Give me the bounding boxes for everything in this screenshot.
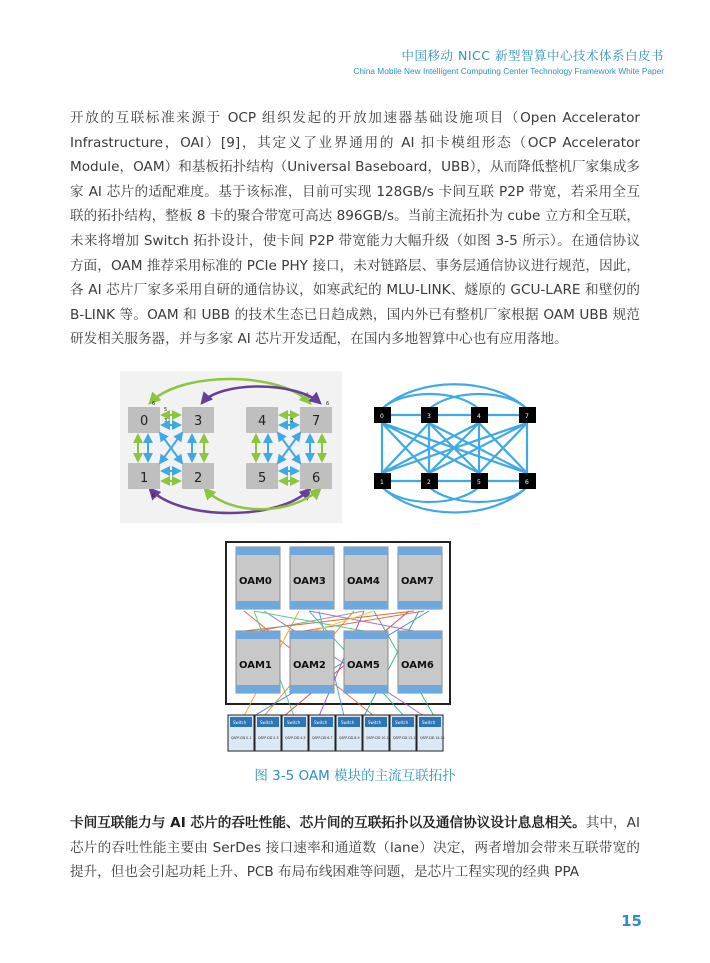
port-number: 5 [164, 407, 168, 413]
cube-node-label: 6 [312, 471, 321, 486]
cube-node-label: 7 [312, 414, 321, 429]
qsfp-label: QSFP-DD 14-15 [420, 736, 445, 740]
cube-node-label: 5 [258, 471, 267, 486]
switch-label: Switch [422, 720, 436, 725]
port-number: 6 [152, 401, 156, 407]
cube-node-label: 4 [258, 414, 267, 429]
mesh-node-label: 5 [477, 479, 481, 486]
mesh-node-label: 4 [477, 413, 481, 420]
body-paragraph-2 [70, 811, 640, 885]
oam-label: OAM5 [347, 660, 380, 671]
mesh-node-label: 2 [427, 479, 431, 486]
switch-label: Switch [233, 720, 247, 725]
switch-label: Switch [395, 720, 409, 725]
oam-label: OAM4 [347, 576, 380, 587]
oam-label: OAM2 [293, 660, 326, 671]
mesh-node-label: 3 [427, 413, 431, 420]
qsfp-label: QSFP-DD 8-9 [339, 736, 360, 740]
cube-node-label: 2 [194, 471, 203, 486]
mesh-node-label: 0 [380, 413, 384, 420]
oam-label: OAM1 [239, 660, 272, 671]
cube-node-label: 3 [194, 414, 203, 429]
cube-topology-figure [120, 371, 342, 527]
figure-caption: 图 3-5 OAM 模块的主流互联拓扑 [254, 768, 456, 784]
cube-node-label: 0 [140, 414, 149, 429]
mesh-node-label: 1 [380, 479, 384, 486]
switch-label: Switch [314, 720, 328, 725]
cube-node-label: 1 [140, 471, 149, 486]
port-number: 3 [290, 418, 294, 424]
oam-label: OAM0 [239, 576, 272, 587]
qsfp-label: QSFP-DD 6-7 [312, 736, 333, 740]
port-number: 6 [152, 493, 156, 499]
mesh-node-label: 7 [525, 413, 529, 420]
fullmesh-topology-figure [357, 371, 550, 527]
qsfp-label: QSFP-DD 12-13 [393, 736, 418, 740]
page-number: 15 [621, 912, 642, 930]
qsfp-label: QSFP-DD 0-1 [231, 736, 252, 740]
oam-label: OAM7 [401, 576, 434, 587]
qsfp-label: QSFP-DD 2-3 [258, 736, 279, 740]
paragraph-2-bold: 卡间互联能力与 AI 芯片的吞吐性能、芯片间的互联拓扑以及通信协议设计息息相关。 [70, 815, 586, 831]
page-header [353, 46, 664, 76]
qsfp-label: QSFP-DD 10-11 [366, 736, 391, 740]
body-paragraph-1: 开放的互联标准来源于 OCP 组织发起的开放加速器基础设施项目（Open Accelerator Infrastructure，OAI）[9]，其定义了业界通用的 AI 扣卡模组形态（OCP Accelerator Module，OAM）和基板拓扑结构（Universal Baseboard，UBB），从而降低整机厂家集成多家 AI 芯片的适配难度。基于该标准，目前可实现 128GB/s 卡间互联 P2P 带宽，若采用全互联的拓扑结构，整板 8 卡的聚合带宽可高达 896GB/s。当前主流拓扑为 cube 立方和全互联，未来将增加 Switch 拓扑设计，使卡间 P2P 带宽能力大幅升级（如图 3-5 所示）。在通信协议方面，OAM 推荐采用标准的 PCIe PHY 接口，未对链路层、事务层通信协议进行规范，因此，各 AI 芯片厂家多采用自研的通信协议，如寒武纪的 MLU-LINK、燧原的 GCU-LARE 和壁仞的 B-LINK 等。OAM 和 UBB 的技术生态已日趋成熟，国内外已有整机厂家根据 OAM UBB 规范研发相关服务器，并与多家 AI 芯片开发适配，在国内多地智算中心也有应用落地。 [70, 110, 640, 348]
switch-label: Switch [287, 720, 301, 725]
port-number: 3 [164, 418, 168, 424]
header-title-en: China Mobile New Intelligent Computing Center Technology Framework White Paper [353, 66, 664, 76]
switch-label: Switch [368, 720, 382, 725]
header-title-cn: 中国移动 NICC 新型智算中心技术体系白皮书 [401, 48, 664, 63]
switch-label: Switch [341, 720, 355, 725]
qsfp-label: QSFP-DD 4-5 [285, 736, 306, 740]
switch-label: Switch [260, 720, 274, 725]
oam-label: OAM6 [401, 660, 434, 671]
mesh-node-label: 6 [525, 479, 529, 486]
switch-topology-figure [224, 541, 454, 757]
port-number: 6 [326, 401, 330, 407]
paragraph-2-text: 其中，AI 芯片的吞吐性能主要由 SerDes 接口速率和通道数（lane）决定，两者增加会带来互联带宽的提升，但也会引起功耗上升、PCB 布局布线困难等问题，是芯片工程实现的经典 PPA [70, 815, 640, 881]
oam-label: OAM3 [293, 576, 326, 587]
